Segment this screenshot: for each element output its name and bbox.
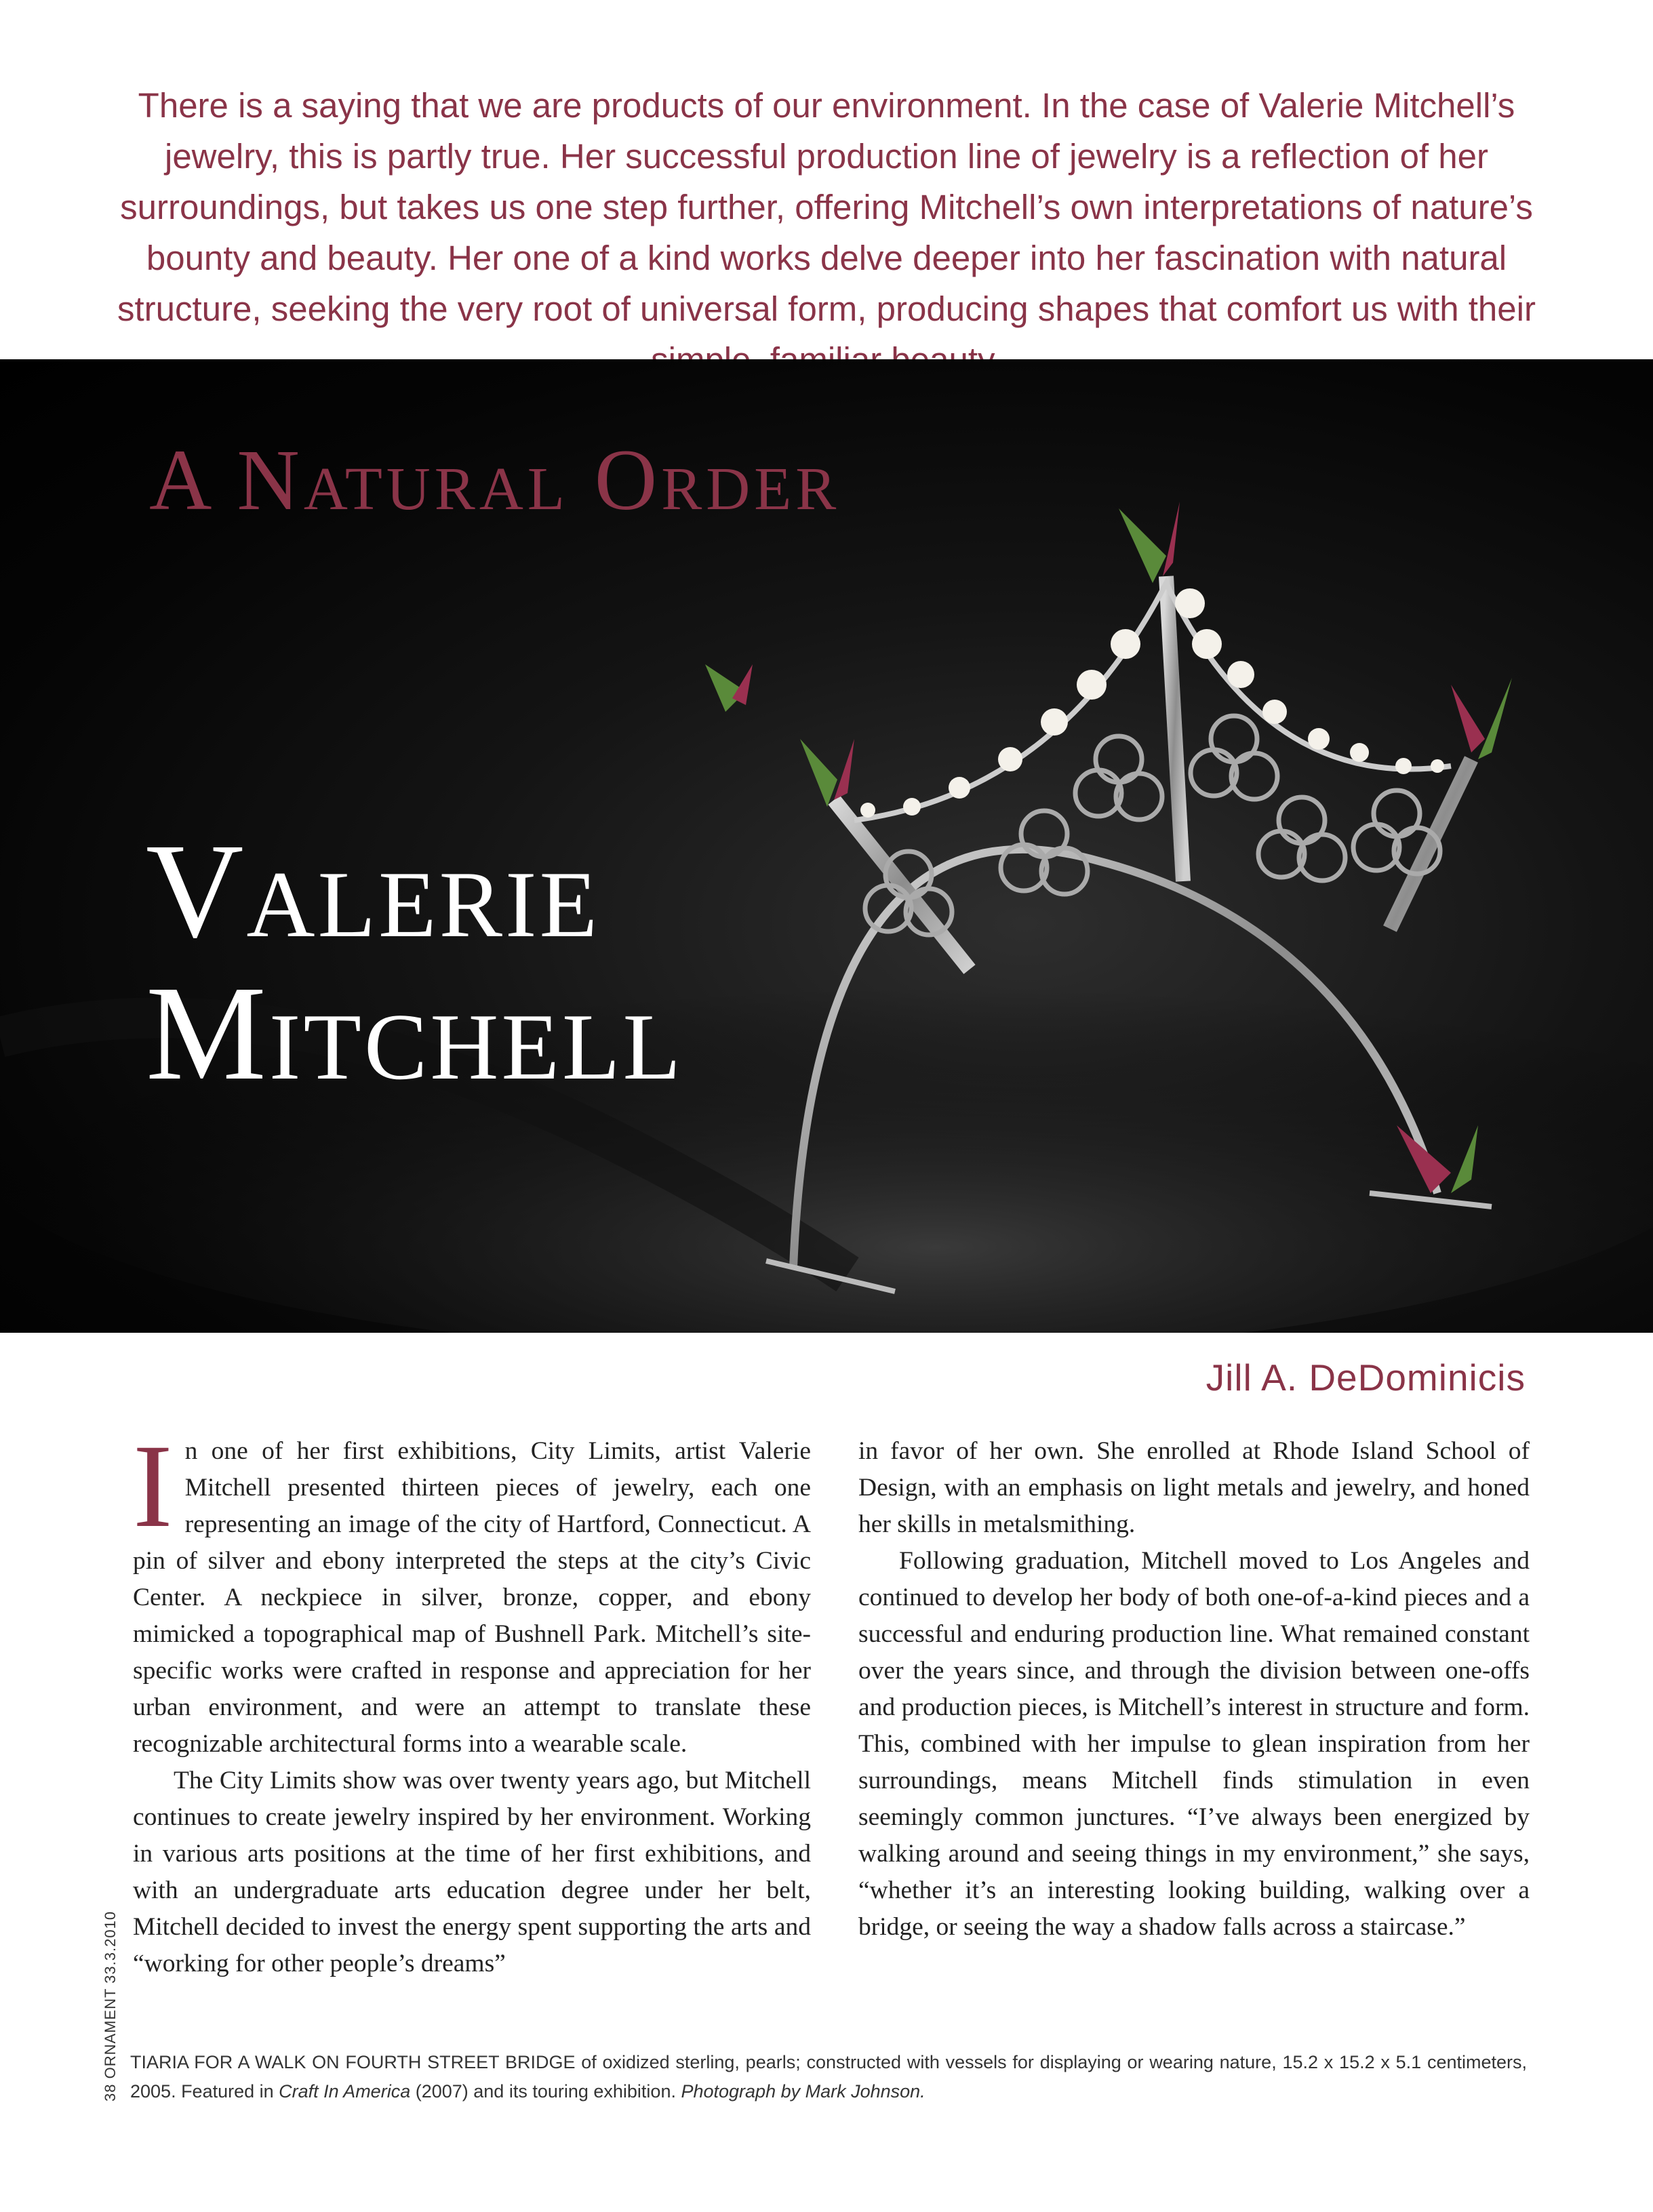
paragraph: Following graduation, Mitchell moved to Los Angeles and continued to develop her body of both one-of-a-kind pieces and a successful and enduring production line. What remained constant over the years since, and through the division between one-offs and production pieces, is Mitchell’s interest in structure and form. This, combined with her impulse to glean inspiration from her surroundings, means Mitchell finds stimulation in even seemingly common junctures. “I’ve always been energized by walking around and seeing things in my environment,” she says, “whether it’s an interesting looking building, walking over a bridge, or seeing the way a shadow falls across a staircase.” — [858, 1547, 1530, 1941]
caption-text: of oxidized sterling, pearls; constructed with vessels for displaying or wearing nature, 15.2 x 15.2 x 5.1 centimeters, 2005. Featured in — [130, 2052, 1527, 2102]
artist-name-first: Valerie — [146, 816, 601, 966]
artist-name — [146, 816, 684, 1108]
caption-title: TIARIA FOR A WALK ON FOURTH STREET BRIDGE — [130, 2052, 576, 2072]
tiara-post-center — [1166, 576, 1183, 881]
caption-publication: Craft In America — [279, 2081, 411, 2102]
kicker-title: A Natural Order — [149, 432, 841, 528]
caption-text-2: (2007) and its touring exhibition. — [410, 2081, 681, 2102]
paragraph — [133, 1420, 811, 1763]
author-byline: Jill A. DeDominicis — [1206, 1356, 1526, 1399]
intro-deck: There is a saying that we are products of our environment. In the case of Valerie Mitchell’s jewelry, this is partly true. Her successful production line of jewelry is a reflection of her surroundings, but takes us one step further, offering Mitchell’s own interpretations of nature’s bounty and beauty. Her one of a kind works delve deeper into her fascination with natural structure, seeking the very root of universal form, producing shapes that comfort us with their — [117, 86, 1536, 328]
article-column-2 — [858, 1433, 1530, 1946]
tiara-top-rail — [854, 583, 1451, 820]
article-column-1 — [133, 1420, 811, 1982]
paragraph-text: n one of her first exhibitions, City Limits, artist Valerie Mitchell presented thirteen pieces of jewelry, each one representing an image of the city of Hartford, Connecticut. A pin of silver and ebony interpreted the steps at the city’s Civic Center. A neckpiece in silver, bronze, copper, and ebony mimicked a topographical map of Bushnell Park. Mitchell’s site-specific works were crafted in response and appreciation for her urban environment, and were an attempt to translate these recognizable architectural forms into a wearable scale. — [133, 1437, 811, 1758]
paragraph: in favor of her own. She enrolled at Rhode Island School of Design, with an emphasis on light metals and jewelry, and honed her skills in metalsmithing. — [858, 1437, 1530, 1538]
artist-name-last: Mitchell — [146, 959, 684, 1108]
drop-cap: I — [133, 1420, 173, 1552]
photo-caption — [130, 2048, 1527, 2106]
photo-credit: Photograph by Mark Johnson. — [681, 2081, 925, 2102]
page-folio: 38 ORNAMENT 33.3.2010 — [102, 1910, 119, 2102]
hero-photo — [0, 359, 1653, 1333]
paragraph: The City Limits show was over twenty years ago, but Mitchell continues to create jewelry inspired by her environment. Working in various arts positions at the time of her first exhibitions, and with an undergraduate arts education degree under her belt, Mitchell decided to invest the energy spent supporting the arts and “working for other people’s dreams” — [133, 1767, 811, 1977]
pearls — [860, 588, 1444, 818]
tiara-post-right — [1390, 759, 1471, 929]
